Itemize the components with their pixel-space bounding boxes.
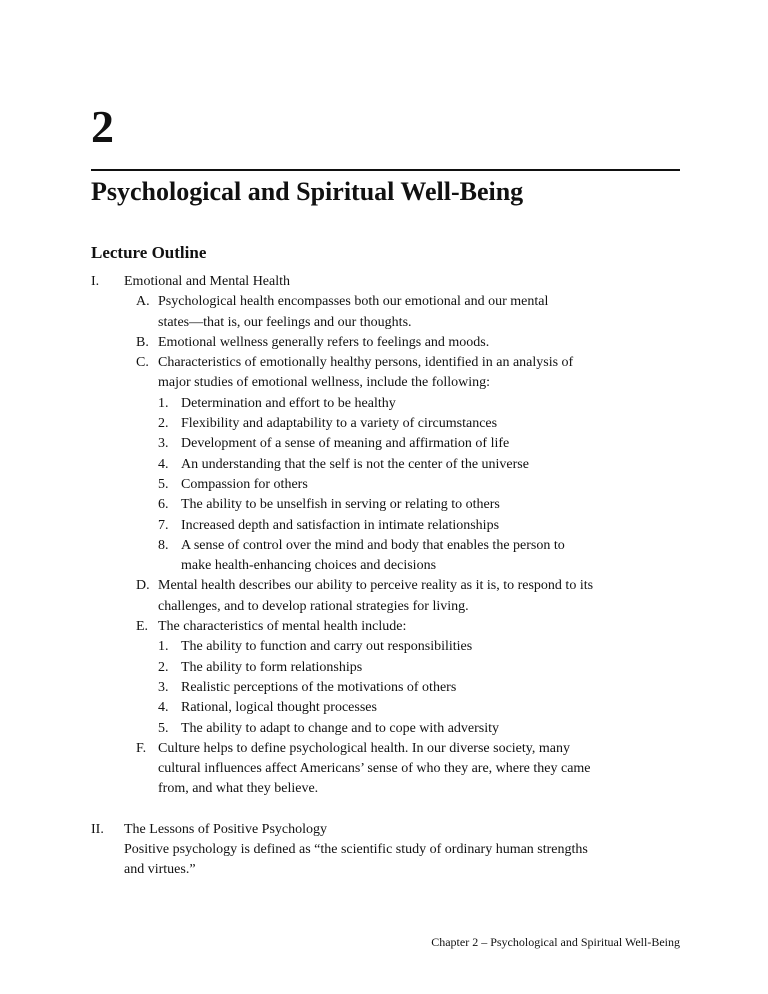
numbered-marker: 1. [158, 395, 169, 411]
subitem-line: Characteristics of emotionally healthy persons, identified in an analysis of [158, 355, 574, 371]
section-numeral: I. [91, 274, 100, 289]
numbered-marker: 7. [158, 517, 169, 533]
outline-subitem [91, 353, 681, 394]
chapter-number: 2 [91, 101, 114, 152]
numbered-line: The ability to function and carry out responsibilities [181, 639, 473, 655]
subitem-marker: A. [136, 294, 150, 310]
numbered-marker: 3. [158, 679, 169, 695]
numbered-line: The ability to form relationships [181, 659, 363, 675]
numbered-item [91, 637, 681, 657]
section-paragraph [91, 840, 681, 881]
subitem-line: major studies of emotional wellness, include the following: [158, 375, 491, 391]
numbered-marker: 6. [158, 497, 169, 513]
section-spacer [91, 800, 681, 820]
subitem-line: Psychological health encompasses both our emotional and our mental [158, 294, 549, 310]
numbered-item [91, 678, 681, 698]
subitem-marker: B. [136, 334, 149, 350]
lecture-outline [91, 272, 681, 881]
numbered-marker: 8. [158, 537, 169, 553]
numbered-line: Increased depth and satisfaction in intimate relationships [181, 517, 500, 533]
outline-section-heading [91, 820, 681, 840]
subitem-marker: F. [136, 740, 147, 756]
numbered-item [91, 495, 681, 515]
numbered-line: The ability to be unselfish in serving or relating to others [181, 497, 500, 513]
numbered-item [91, 719, 681, 739]
numbered-line: Compassion for others [181, 476, 308, 492]
numbered-marker: 5. [158, 720, 169, 736]
subitem-line: states—that is, our feelings and our thoughts. [158, 314, 412, 330]
numbered-line: Rational, logical thought processes [181, 700, 377, 716]
numbered-line: The ability to adapt to change and to cope with adversity [181, 720, 500, 736]
numbered-line: An understanding that the self is not the center of the universe [181, 456, 529, 472]
subitem-marker: D. [136, 578, 150, 594]
section-numeral: II. [91, 821, 104, 837]
title-divider [91, 169, 680, 171]
subitem-marker: E. [136, 619, 149, 635]
numbered-line: Flexibility and adaptability to a variety of circumstances [181, 416, 498, 432]
subitem-marker: C. [136, 355, 149, 371]
numbered-item [91, 516, 681, 536]
outline-subitem [91, 576, 681, 617]
numbered-item [91, 658, 681, 678]
numbered-marker: 4. [158, 700, 169, 716]
outline-subitem [91, 617, 681, 637]
paragraph-line: and virtues.” [124, 862, 196, 878]
numbered-item [91, 475, 681, 495]
numbered-line: make health-enhancing choices and decisions [181, 558, 437, 574]
numbered-line: Determination and effort to be healthy [181, 395, 396, 411]
subitem-line: Mental health describes our ability to perceive reality as it is, to respond to its [158, 578, 594, 594]
numbered-marker: 4. [158, 456, 169, 472]
numbered-item [91, 455, 681, 475]
numbered-marker: 3. [158, 436, 169, 452]
subitem-line: from, and what they believe. [158, 781, 319, 797]
section-title: Emotional and Mental Health [124, 274, 291, 289]
numbered-marker: 2. [158, 659, 169, 675]
numbered-marker: 2. [158, 416, 169, 432]
subitem-line: Emotional wellness generally refers to feelings and moods. [158, 334, 490, 350]
numbered-item [91, 536, 681, 577]
numbered-item [91, 394, 681, 414]
numbered-marker: 1. [158, 639, 169, 655]
subitem-line: Culture helps to define psychological health. In our diverse society, many [158, 740, 570, 756]
numbered-item [91, 434, 681, 454]
numbered-line: Realistic perceptions of the motivations of others [181, 679, 457, 695]
chapter-title: Psychological and Spiritual Well-Being [91, 177, 524, 206]
numbered-line: Development of a sense of meaning and affirmation of life [181, 436, 510, 452]
outline-subitem [91, 333, 681, 353]
subitem-line: The characteristics of mental health include: [158, 619, 407, 635]
numbered-marker: 5. [158, 476, 169, 492]
outline-section-heading [91, 272, 681, 292]
paragraph-line: Positive psychology is defined as “the scientific study of ordinary human strengths [124, 842, 588, 858]
page-footer: Chapter 2 – Psychological and Spiritual Well-Being [431, 935, 680, 949]
subitem-line: cultural influences affect Americans’ sense of who they are, where they came [158, 761, 591, 777]
outline-subitem [91, 739, 681, 800]
section-heading: Lecture Outline [91, 243, 207, 262]
subitem-line: challenges, and to develop rational strategies for living. [158, 598, 469, 614]
numbered-item [91, 698, 681, 718]
section-title: The Lessons of Positive Psychology [124, 821, 327, 837]
outline-subitem [91, 292, 681, 333]
numbered-item [91, 414, 681, 434]
numbered-line: A sense of control over the mind and body that enables the person to [181, 537, 565, 553]
